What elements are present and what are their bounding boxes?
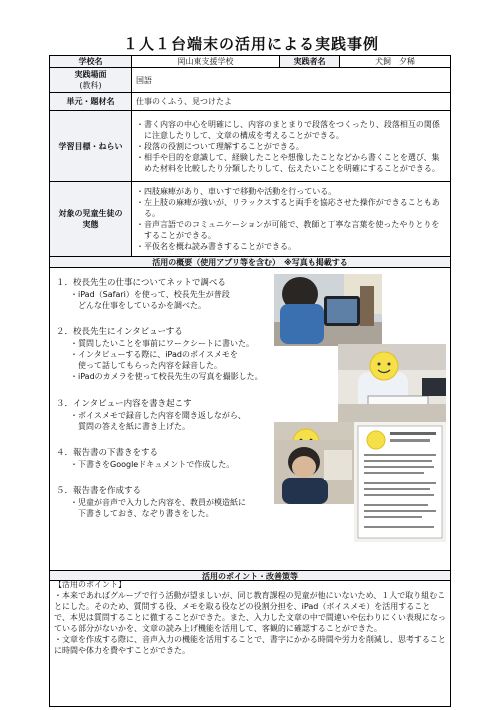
goal-item: ・書く内容の中心を明確にし、内容のまとまりで段落をつくったり、段落相互の関係に注意したりして、文章の構成を考えることができる。 xyxy=(136,119,440,140)
step-sub: ・ボイスメモで録音した内容を聞き返しながら、 xyxy=(70,411,246,420)
unit-label: 単元・題材名 xyxy=(50,93,132,110)
scene-label-line2: (教科) xyxy=(79,81,102,90)
case-sheet xyxy=(49,55,451,707)
student-item: ・左上肢の麻痺が強いが、リラックスすると両手を協応させた操作ができることもある。 xyxy=(136,198,440,218)
goals-label: 学習目標・ねらい xyxy=(50,111,132,181)
scene-row xyxy=(50,68,450,93)
step-sub: 使って話してもらった内容を録音した。 xyxy=(70,361,222,370)
teacher-value: 犬飼 夕稀 xyxy=(375,57,415,66)
school-label: 学校名 xyxy=(50,56,132,67)
page-title: １人１台端末の活用による実践事例 xyxy=(122,35,379,53)
goal-item: ・相手や目的を意識して、経験したことや想像したことなどから書くことを選び、集めた材料を比較したり分類したりして、伝えたいことを明確にすることができる。 xyxy=(136,152,440,173)
step-heading: ２．校長先生にインタビューする xyxy=(56,327,183,337)
students-label-line2: 実態 xyxy=(82,220,99,229)
unit-value: 仕事のくふう、見つけたよ xyxy=(136,97,232,106)
students-row xyxy=(50,182,450,257)
students-label-line1: 対象の児童生徒の xyxy=(58,209,123,218)
photo-report-poster xyxy=(354,422,446,542)
points-header: 活用のポイント・改善策等 xyxy=(50,570,450,581)
step-2 xyxy=(56,327,296,382)
step-heading: １．校長先生の仕事についてネットで調べる xyxy=(56,278,226,288)
step-sub: どんな仕事をしているかを調べた。 xyxy=(70,301,206,310)
unit-row xyxy=(50,93,450,111)
step-heading: ４．報告書の下書きをする xyxy=(56,448,159,458)
step-sub: ・下書きをGoogleドキュメントで作成した。 xyxy=(70,460,235,469)
step-1 xyxy=(56,278,296,311)
step-heading: ５．報告書を作成する xyxy=(56,486,142,496)
point-item: ・本来であればグループで行う活動が望ましいが、同じ教育課程の児童が他にいないため、１人で取り組むことにした。そのため、質問する役、メモを取る役などの役割分担を、iPad（ボイスメモ）を活用することで、本児は質問することに徹することができた。また、入力した文章の中で間違いや伝わりにくい表現になっている部分がないかを、文章の読み上げ機能を活用して、客観的に確認することができた。 xyxy=(54,591,446,633)
step-3 xyxy=(56,399,296,432)
school-row xyxy=(50,56,450,68)
points-body xyxy=(54,579,446,656)
step-sub: 下書きしておき、なぞり書きをした。 xyxy=(70,509,214,518)
step-sub: ・児童が音声で入力した内容を、教員が模造紙に xyxy=(70,498,246,507)
teacher-label: 実践者名 xyxy=(280,56,340,67)
scene-label xyxy=(50,68,132,92)
photo-ipad-research xyxy=(274,274,382,346)
student-item: ・平仮名を概ね読み書きすることができる。 xyxy=(136,242,296,251)
students-label xyxy=(50,182,132,256)
step-sub: ・iPadのカメラを使って校長先生の写真を撮影した。 xyxy=(70,372,263,381)
student-item: ・音声言語でのコミュニケーションが可能で、教師と丁寧な言葉を使ったやりとりをすることができる。 xyxy=(136,220,440,240)
step-5 xyxy=(56,486,296,519)
points-title: 【活用のポイント】 xyxy=(54,580,126,589)
scene-label-line1: 実践場面 xyxy=(74,70,107,79)
step-sub: 質問の答えを紙に書き上げた。 xyxy=(70,422,190,431)
step-sub: ・iPad（Safari）を使って、校長先生が普段 xyxy=(70,290,230,299)
goals-value xyxy=(132,111,450,181)
step-sub: ・インタビューする際に、iPadのボイスメモを xyxy=(70,350,238,359)
photo-worksheet xyxy=(338,344,446,422)
goals-row xyxy=(50,111,450,182)
student-item: ・四肢麻痺があり、車いすで移動や活動を行っている。 xyxy=(136,187,337,196)
point-item: ・文章を作成する際に、音声入力の機能を活用することで、書字にかかる時間や労力を削減し、思考することに時間や体力を費やすことができた。 xyxy=(54,635,446,655)
goal-item: ・段落の役割について理解することができる。 xyxy=(136,141,304,151)
scene-value: 国語 xyxy=(136,75,152,85)
step-heading: ３．インタビュー内容を書き起こす xyxy=(56,399,192,409)
step-sub: ・質問したいことを事前にワークシートに書いた。 xyxy=(70,339,254,348)
overview-header: 活用の概要（使用アプリ等を含む） ※写真も掲載する xyxy=(50,257,450,268)
step-4 xyxy=(56,448,296,470)
students-value xyxy=(132,182,450,256)
school-value: 岡山東支援学校 xyxy=(132,56,280,67)
photo-student xyxy=(274,440,354,504)
